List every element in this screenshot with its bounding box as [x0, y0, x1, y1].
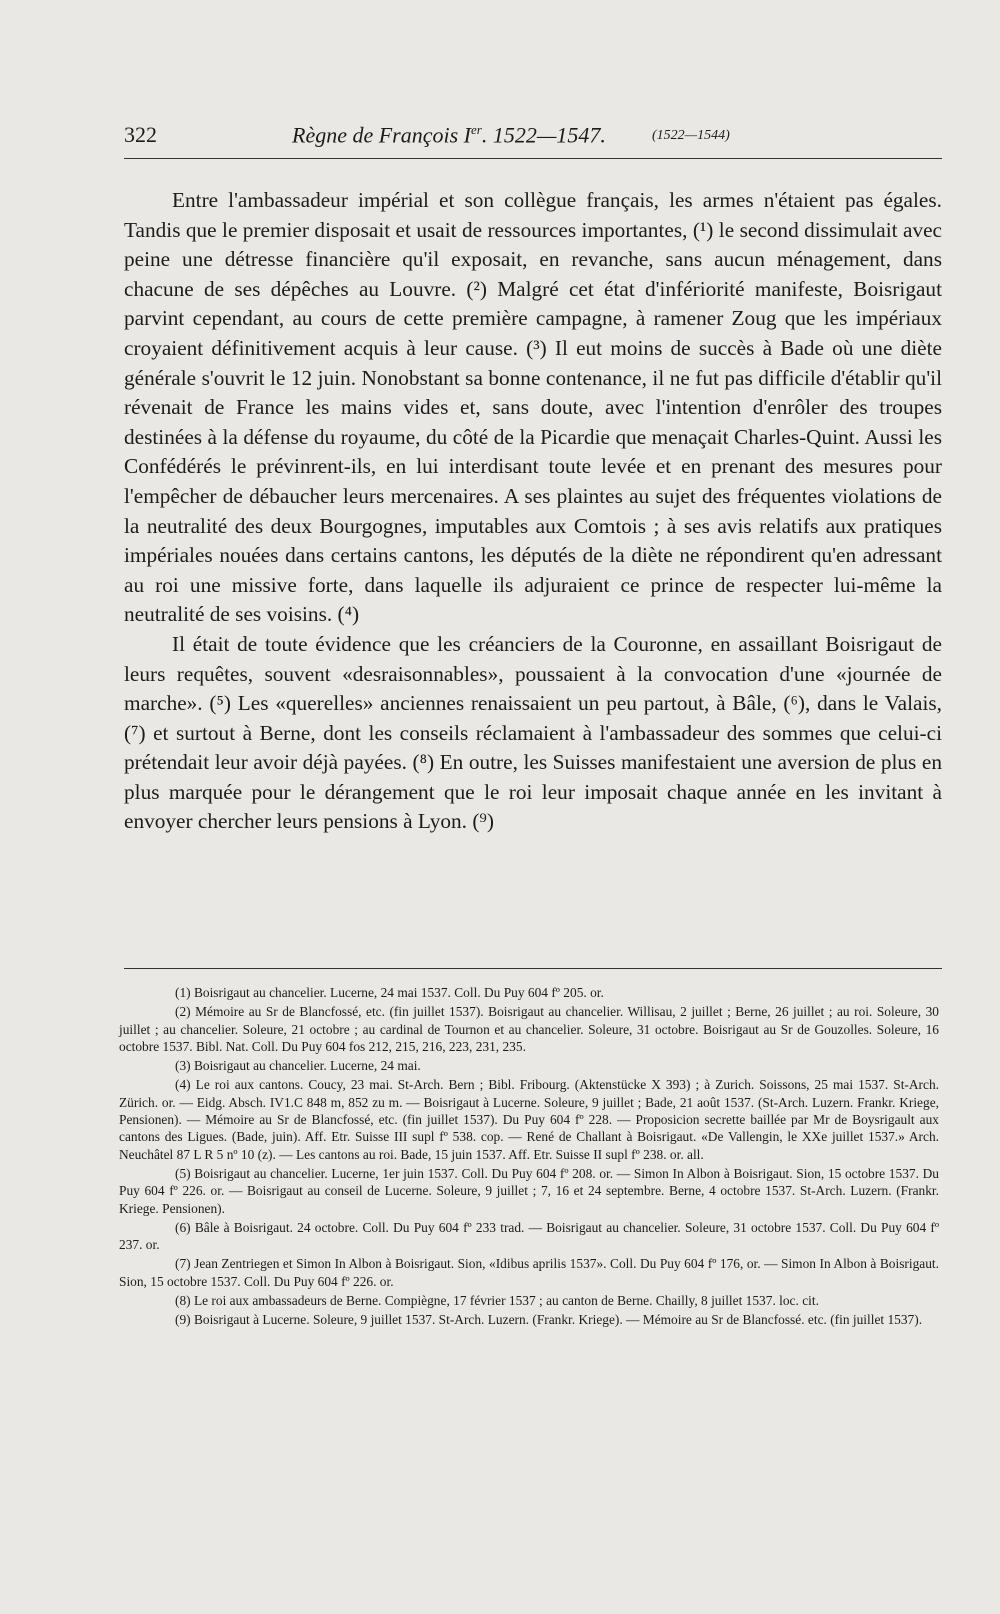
footnote-2: (2) Mémoire au Sr de Blancfossé, etc. (fin juillet 1537). Boisrigaut au chancelier. Willisau, 2 juillet ; Berne, 26 juillet ; au roi. Soleure, 30 juillet ; au chancelier. Soleure, 21 octobre ; au cardinal de Tournon et au chancelier. Soleure, 31 octobre. Boisrigaut au Sr de Gouzolles. Soleure, 16 octobre 1537. Bibl. Nat. Coll. Du Puy 604 fos 212, 215, 216, 223, 231, 235. [119, 1004, 939, 1054]
footnote-5: (5) Boisrigaut au chancelier. Lucerne, 1er juin 1537. Coll. Du Puy 604 fº 208. or. — Simon In Albon à Boisrigaut. Sion, 15 octobre 1537. Du Puy 604 fº 226. or. — Boisrigaut au conseil de Lucerne. Soleure, 9 juillet ; 7, 16 et 24 septembre. Berne, 4 octobre 1537. St-Arch. Luzern. (Frankr. Kriege. Pensionen). [119, 1165, 939, 1216]
date-range: (1522—1544) [652, 128, 730, 143]
page-header [124, 122, 942, 159]
running-title-main: Règne de François I [292, 122, 471, 148]
footnote-9: (9) Boisrigaut à Lucerne. Soleure, 9 juillet 1537. St-Arch. Luzern. (Frankr. Kriege). — Mémoire au Sr de Blancfossé. etc. (fin juillet 1537). [175, 1312, 923, 1328]
footnote-3: (3) Boisrigaut au chancelier. Lucerne, 24 mai. [175, 1058, 421, 1074]
running-title [292, 122, 606, 148]
paragraph-2: Il était de toute évidence que les créanciers de la Couronne, en assaillant Boisrigaut de leurs requêtes, souvent «desraisonnables», poussaient à la convocation d'une «journée de marche». (⁵) Les «querelles» anciennes renaissaient un peu partout, à Bâle, (⁶), dans le Valais, (⁷) et surtout à Berne, dont les conseils réclamaient à l'ambassadeur des sommes que celui-ci prétendait leur avoir déjà payées. (⁸) En outre, les Suisses manifestaient une aversion de plus en plus marquée pour le dérangement que le roi leur imposait chaque année en les invitant à envoyer chercher leurs pensions à Lyon. (⁹) [124, 631, 942, 834]
footnote-6: (6) Bâle à Boisrigaut. 24 octobre. Coll. Du Puy 604 fº 233 trad. — Boisrigaut au chancelier. Soleure, 31 octobre 1537. Coll. Du Puy 604 fº 237. or. [119, 1219, 939, 1253]
running-title-superscript: er [471, 122, 482, 137]
footnote-7: (7) Jean Zentriegen et Simon In Albon à Boisrigaut. Sion, «Idibus aprilis 1537». Coll. Du Puy 604 fº 176, or. — Simon In Albon à Boisrigaut. Sion, 15 octobre 1537. Coll. Du Puy 604 fº 226. or. [119, 1256, 939, 1289]
footnote-8: (8) Le roi aux ambassadeurs de Berne. Compiègne, 17 février 1537 ; au canton de Berne. Chailly, 8 juillet 1537. loc. cit. [175, 1293, 819, 1309]
page-number: 322 [124, 122, 157, 147]
footnote-4: (4) Le roi aux cantons. Coucy, 23 mai. St-Arch. Bern ; Bibl. Fribourg. (Aktenstücke X 393) ; à Zurich. Soissons, 25 mai 1537. St-Arch. Zürich. or. — Eidg. Absch. IV1.C 848 m, 852 zu m. — Boisrigaut à Lucerne. Soleure, 9 juillet ; Bade, 21 août 1537. (St-Arch. Luzern. Frankr. Kriege, Pensionen). — Mémoire au Sr de Blancfossé, etc. (fin juillet 1537). Du Puy 604 fº 228. — Proposicion secrette baillée par Mr de Boysrigault aux cantons des Ligues. (Bade, juin). Aff. Etr. Suisse III supl fº 538. cop. — René de Challant à Boisrigaut. «De Vallengin, le XXe juillet 1537.» Arch. Neuchâtel 87 L R 5 nº 10 (z). — Les cantons au roi. Bade, 15 juin 1537. Aff. Etr. Suisse II supl fº 238. or. all. [119, 1077, 939, 1162]
footnote-1: (1) Boisrigaut au chancelier. Lucerne, 24 mai 1537. Coll. Du Puy 604 fº 205. or. [175, 985, 604, 1000]
running-title-years: . 1522—1547. [481, 122, 606, 148]
footnote-separator [124, 968, 942, 969]
footnotes [119, 984, 939, 1331]
main-text [124, 186, 942, 837]
paragraph-1: Entre l'ambassadeur impérial et son collègue français, les armes n'étaient pas égales. Tandis que le premier disposait et usait de ressources importantes, (¹) le second dissimulait avec peine une détresse financière qu'il exposait, en revanche, sans aucun ménagement, dans chacune de ses dépêches au Louvre. (²) Malgré cet état d'infériorité manifeste, Boisrigaut parvint cependant, au cours de cette première campagne, à ramener Zoug que les impériaux croyaient définitivement acquis à leur cause. (³) Il eut moins de succès à Bade où une diète générale s'ouvrit le 12 juin. Nonobstant sa bonne contenance, il ne fut pas difficile d'établir qu'il révenait de France les mains vides et, sans doute, avec l'intention d'enrôler des troupes destinées à la défense du royaume, du côté de la Picardie que menaçait Charles-Quint. Aussi les Confédérés le prévinrent-ils, en lui interdisant toute levée et en prenant des mesures pour l'empêcher de débaucher leurs mercenaires. A ses plaintes au sujet des fréquentes violations de la neutralité des deux Bourgognes, imputables aux Comtois ; à ses avis relatifs aux pratiques impériales nouées dans certains cantons, les députés de la diète ne répondirent qu'en adressant au roi une missive forte, dans laquelle ils adjuraient ce prince de respecter lui-même la neutralité de ses voisins. (⁴) [124, 188, 942, 627]
